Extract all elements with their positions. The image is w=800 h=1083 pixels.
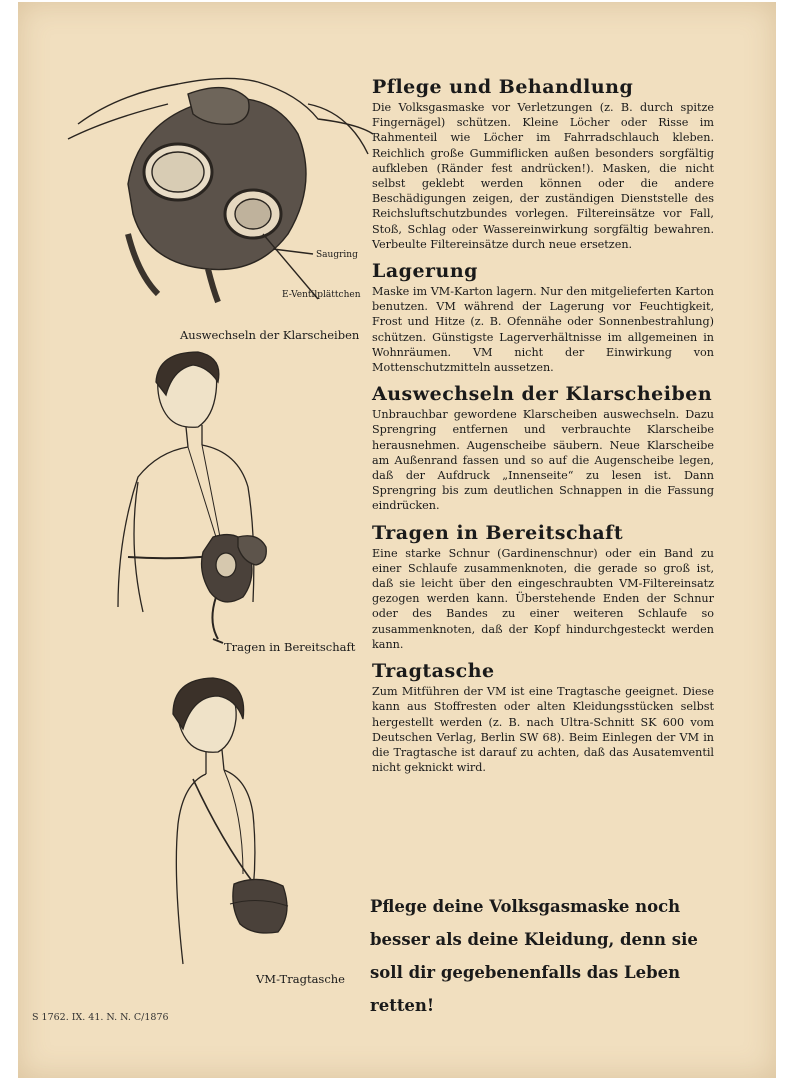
heading-lagerung: Lagerung	[372, 260, 478, 283]
heading-klarscheiben: Auswechseln der Klarscheiben	[372, 383, 713, 406]
caption-tragtasche: VM-Tragtasche	[256, 972, 345, 986]
instructions-column	[372, 74, 714, 781]
print-imprint: S 1762. IX. 41. N. N. C/1876	[32, 1012, 169, 1023]
leaflet-sheet	[18, 2, 776, 1078]
body-pflege: Die Volksgasmaske vor Verletzungen (z. B. durch spitze Fingernägel) schützen. Kleine Löcher oder Risse im Rahmenteil wie Löcher im Fahrradschlauch kleben. Reichlich große Gummiflicken außen besonders sorgfältig aufkleben (Ränder fest andrücken!). Masken, die nicht selbst geklebt werden können oder die andere Beschädigungen zeigen, der zuständigen Dienststelle des Reichsluftschutzbundes vorlegen. Filtereinsätze vor Fall, Stoß, Schlag oder Wassereinwirkung sorgfältig bewahren. Verbeulte Filtereinsätze durch neue ersetzen.	[372, 101, 714, 251]
heading-bereitschaft: Tragen in Bereitschaft	[372, 521, 624, 544]
caption-klarscheiben: Auswechseln der Klarscheiben	[180, 328, 360, 342]
woman-carrying-bag-illustration	[138, 674, 308, 974]
body-lagerung: Maske im VM-Karton lagern. Nur den mitgelieferten Karton benutzen. VM während der Lagerung vor Feuchtigkeit, Frost und Hitze (z. B. Ofennähe oder Sonnenbestrahlung) schützen. Günstigste Lagerverhältnisse im allgemeinen in Wohnräumen. VM nicht der Einwirkung von Mottenschutzmitteln aussetzen.	[372, 285, 714, 375]
body-bereitschaft: Eine starke Schnur (Gardinenschnur) oder ein Band zu einer Schlaufe zusammenknoten, die gerade so groß ist, daß sie leicht über den eingeschraubten VM-Filtereinsatz gezogen werden kann. Überstehende Enden der Schnur oder des Bandes zu einer weiteren Schlaufe so zusammenknoten, daß der Kopf hindurchgesteckt werden kann.	[372, 546, 714, 651]
caption-ventil: E-Ventilplättchen	[282, 290, 361, 300]
heading-tragtasche: Tragtasche	[372, 660, 495, 683]
heading-pflege: Pflege und Behandlung	[372, 76, 634, 98]
body-tragtasche: Zum Mitführen der VM ist eine Tragtasche geeignet. Diese kann aus Stoffresten oder alten Kleidungsstücken selbst hergestellt werden (z. B. nach Ultra-Schnitt SK 600 vom Deutschen Verlag, Berlin SW 68). Beim Einlegen der VM in die Tragtasche ist darauf zu achten, daß das Ausatemventil nicht geknickt wird.	[372, 685, 714, 775]
body-klarscheiben: Unbrauchbar gewordene Klarscheiben auswechseln. Dazu Sprengring entfernen und verbrauchte Klarscheibe herausnehmen. Augenscheibe säubern. Neue Klarscheibe am Außenrand fassen und so auf die Augenscheibe legen, daß der Aufdruck „Innenseite“ zu lesen ist. Dann Sprengring bis zum deutlichen Schnappen in die Fassung eindrücken.	[372, 408, 714, 513]
woman-ready-carry-illustration	[98, 347, 298, 652]
closing-slogan: Pflege deine Volksgasmaske noch besser als deine Kleidung, denn sie soll dir gegebenenfalls das Leben retten!	[370, 897, 698, 1015]
gas-mask-illustration	[58, 64, 378, 304]
caption-bereitschaft: Tragen in Bereitschaft	[224, 640, 356, 654]
caption-saugring: Saugring	[316, 250, 358, 260]
